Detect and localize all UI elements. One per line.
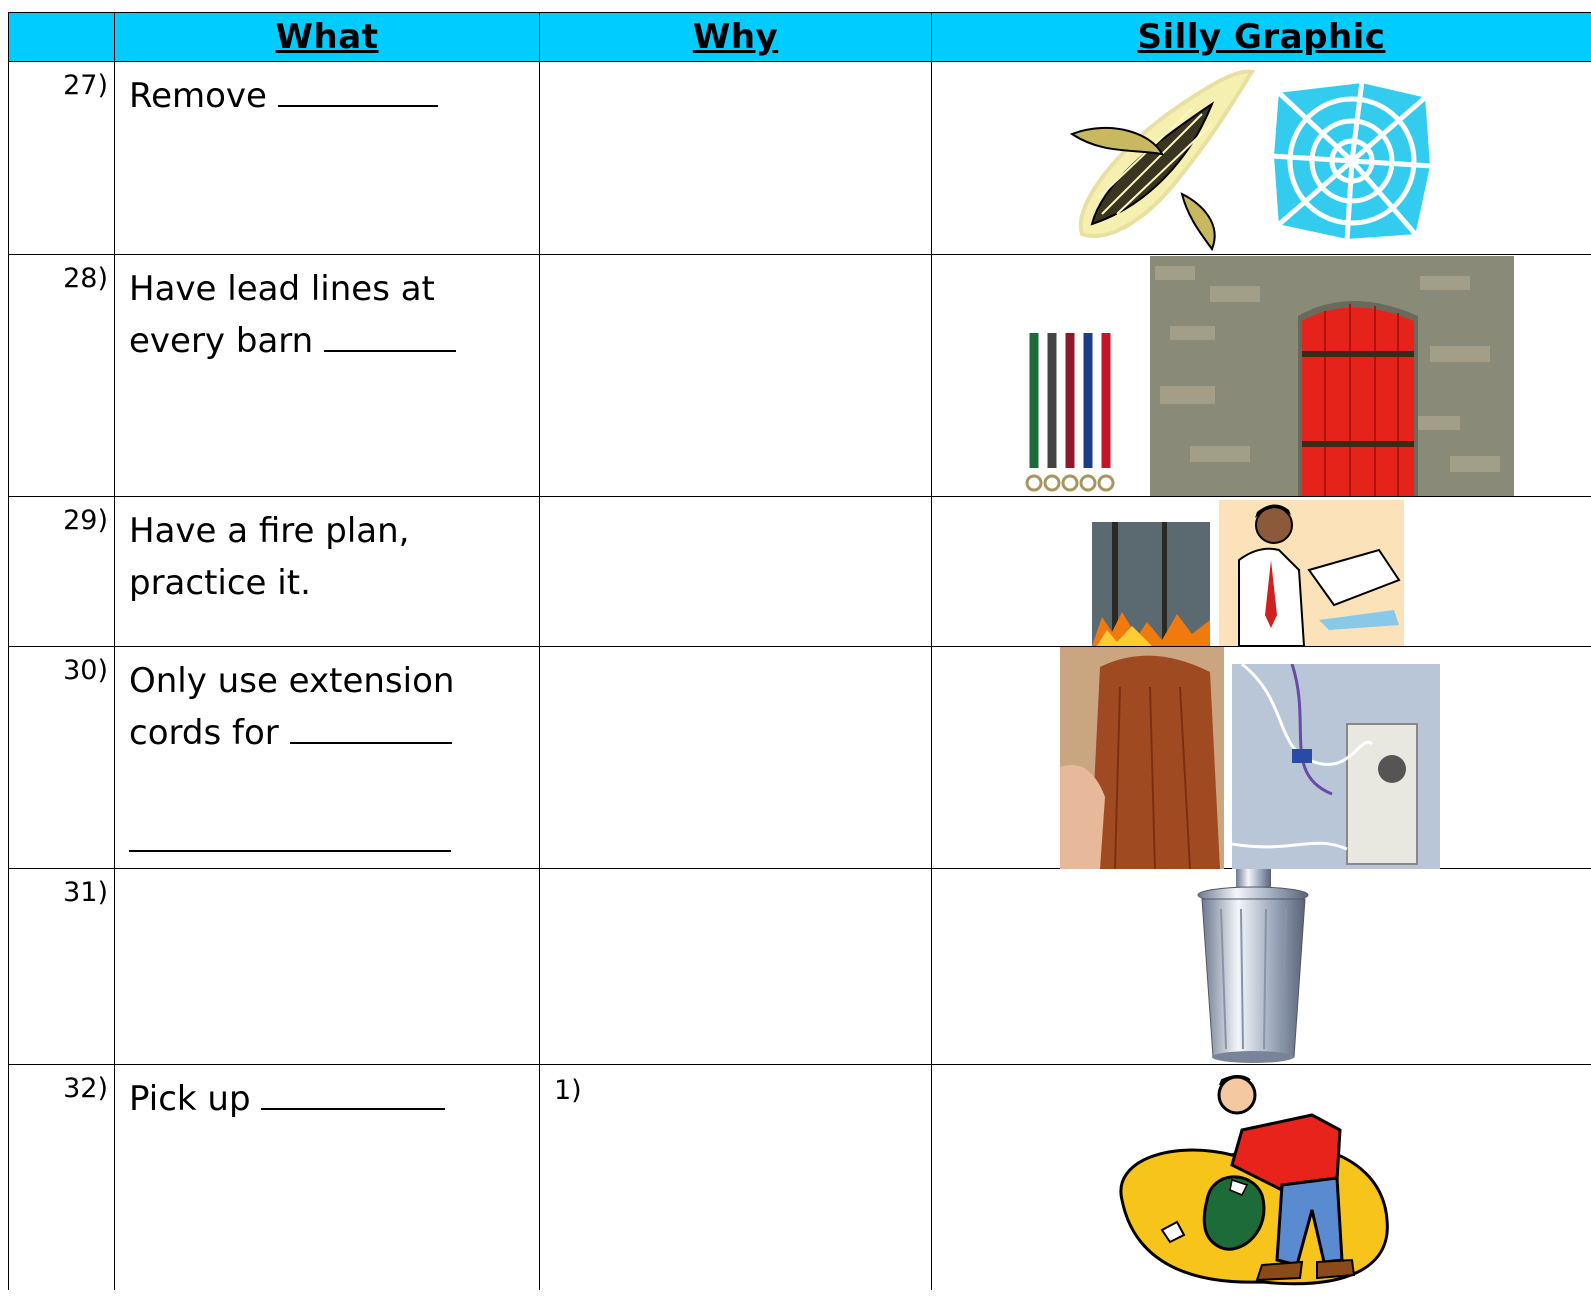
header-number — [9, 13, 115, 62]
row-number: 29) — [9, 497, 115, 647]
table-row — [9, 647, 1591, 869]
lead-ropes-icon — [1024, 333, 1124, 495]
graphic-cell — [932, 255, 1591, 497]
fill-in-blank[interactable] — [129, 820, 451, 852]
man-picking-up-trash-icon — [1112, 1070, 1392, 1290]
table-row — [9, 255, 1591, 497]
why-cell[interactable]: 1) — [540, 1065, 932, 1290]
fill-in-blank[interactable] — [324, 320, 456, 352]
graphic-cell — [932, 869, 1591, 1065]
row-number: 28) — [9, 255, 115, 497]
trash-can-icon — [1196, 869, 1311, 1065]
graphic-cell — [932, 647, 1591, 869]
row-number: 27) — [9, 62, 115, 255]
what-text: Only use extension — [129, 661, 455, 701]
worksheet-table — [8, 12, 1591, 1290]
what-cell — [115, 255, 540, 497]
what-text: Remove — [129, 76, 267, 116]
barn-door-photo — [1150, 256, 1514, 496]
what-cell — [115, 1065, 540, 1290]
header-why: Why — [540, 13, 932, 62]
row-number: 31) — [9, 869, 115, 1065]
what-text: Have a fire plan, — [129, 511, 410, 551]
table-row — [9, 497, 1591, 647]
fill-in-blank[interactable] — [261, 1078, 445, 1110]
computer-cords-photo — [1232, 664, 1440, 869]
graphic-cell — [932, 497, 1591, 647]
why-cell[interactable] — [540, 497, 932, 647]
forest-fire-photo — [1092, 522, 1210, 646]
header-silly-graphic: Silly Graphic — [932, 13, 1591, 62]
what-cell — [115, 62, 540, 255]
fill-in-blank[interactable] — [290, 712, 452, 744]
table-row — [9, 1065, 1591, 1290]
row-number: 30) — [9, 647, 115, 869]
what-text: Pick up — [129, 1079, 251, 1119]
spider-web-icon — [1267, 76, 1437, 246]
why-cell[interactable] — [540, 62, 932, 255]
why-cell[interactable] — [540, 647, 932, 869]
header-what: What — [115, 13, 540, 62]
graphic-cell — [932, 62, 1591, 255]
why-cell[interactable] — [540, 255, 932, 497]
graphic-cell — [932, 1065, 1591, 1290]
table-row — [9, 62, 1591, 255]
header-row — [9, 13, 1591, 62]
what-text: cords for — [129, 713, 279, 753]
why-cell[interactable] — [540, 869, 932, 1065]
what-cell[interactable] — [115, 869, 540, 1065]
what-text: Have lead lines at — [129, 269, 435, 309]
row-number: 32) — [9, 1065, 115, 1290]
fill-in-blank[interactable] — [278, 75, 438, 107]
what-cell — [115, 497, 540, 647]
man-reading-plan-icon — [1219, 500, 1404, 646]
what-text: practice it. — [129, 563, 311, 603]
corn-icon — [1062, 64, 1262, 254]
what-cell — [115, 647, 540, 869]
what-text: every barn — [129, 321, 314, 361]
table-row — [9, 869, 1591, 1065]
hair-extensions-photo — [1060, 647, 1224, 869]
